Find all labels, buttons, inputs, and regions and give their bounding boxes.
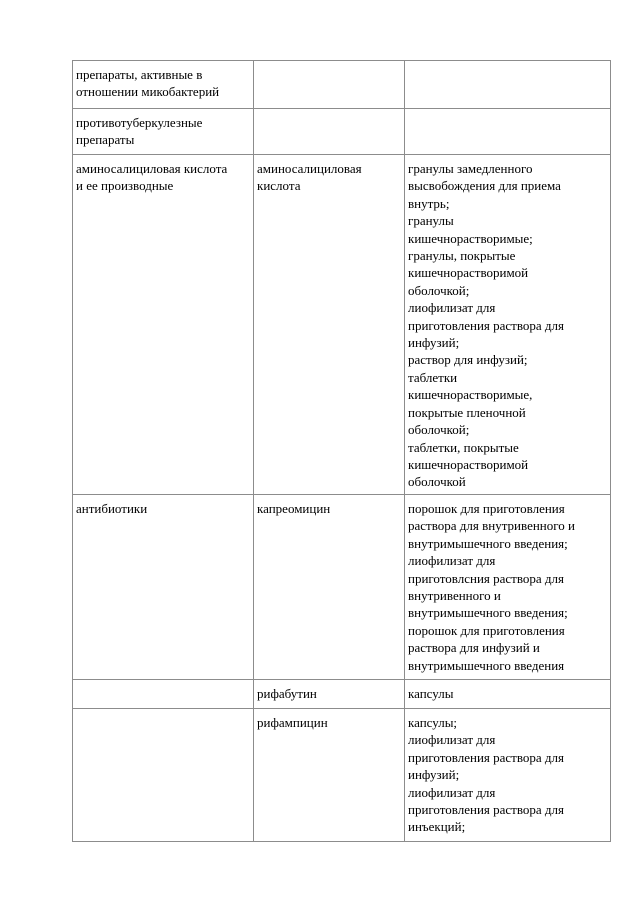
cell-line: кишечнорастворимой	[408, 265, 529, 281]
forms-cell	[405, 155, 611, 495]
cell-line: приготовления раствора для	[408, 802, 564, 818]
cell-line: противотуберкулезные	[76, 115, 203, 130]
cell-line: капреомицин	[257, 501, 331, 516]
cell-line: таблетки	[408, 369, 458, 385]
cell-line: приготовлсния раствора для	[408, 570, 564, 586]
cell-line: аминосалициловая	[257, 161, 362, 176]
cell-line: капсулы	[408, 686, 454, 701]
cell-line: рифабутин	[257, 686, 317, 701]
cell-line: раствор для инфузий;	[408, 352, 528, 368]
inn-cell	[254, 680, 405, 709]
cell-line: и ее производные	[76, 178, 174, 194]
cell-line: кислота	[257, 178, 301, 194]
cell-line: внутрь;	[408, 195, 450, 211]
group-cell	[73, 495, 254, 680]
cell-line: покрытые пленочной	[408, 404, 526, 420]
cell-line: антибиотики	[76, 501, 148, 516]
cell-line: внутримышечного введения;	[408, 605, 568, 621]
group-cell	[73, 155, 254, 495]
cell-line: препараты, активные в	[76, 67, 203, 82]
inn-cell	[254, 109, 405, 155]
cell-line: приготовления раствора для	[408, 749, 564, 765]
cell-line: внутримышечного введения	[408, 657, 565, 673]
cell-line: гранулы замедленного	[408, 161, 533, 176]
cell-line: инъекций;	[408, 819, 466, 835]
group-cell	[73, 109, 254, 155]
group-cell	[73, 680, 254, 709]
cell-line: внутривенного и	[408, 588, 501, 604]
cell-line: порошок для приготовления	[408, 622, 565, 638]
cell-line: препараты	[76, 132, 135, 148]
cell-line: раствора для внутривенного и	[408, 518, 575, 534]
cell-line: отношении микобактерий	[76, 84, 220, 100]
cell-line: гранулы	[408, 213, 454, 229]
cell-line: оболочкой;	[408, 422, 470, 438]
table-row	[73, 709, 611, 842]
forms-cell	[405, 709, 611, 842]
cell-line: лиофилизат для	[408, 784, 496, 800]
cell-line: кишечнорастворимой	[408, 456, 529, 472]
cell-line: инфузий;	[408, 335, 460, 351]
cell-line: рифампицин	[257, 715, 328, 730]
cell-line: лиофилизат для	[408, 300, 496, 316]
cell-line: аминосалициловая кислота	[76, 161, 228, 176]
inn-cell	[254, 155, 405, 495]
forms-cell	[405, 109, 611, 155]
cell-line: гранулы, покрытые	[408, 248, 516, 264]
table-row	[73, 61, 611, 109]
inn-cell	[254, 61, 405, 109]
forms-cell	[405, 680, 611, 709]
cell-line: внутримышечного введения;	[408, 535, 568, 551]
table-row	[73, 155, 611, 495]
drug-table	[72, 60, 611, 842]
forms-cell	[405, 495, 611, 680]
cell-line: инфузий;	[408, 767, 460, 783]
forms-cell	[405, 61, 611, 109]
table-row	[73, 109, 611, 155]
cell-line: таблетки, покрытые	[408, 439, 519, 455]
table-row	[73, 495, 611, 680]
cell-line: кишечнорастворимые;	[408, 230, 533, 246]
cell-line: кишечнорастворимые,	[408, 387, 533, 403]
cell-line: высвобождения для приема	[408, 178, 561, 194]
inn-cell	[254, 495, 405, 680]
cell-line: капсулы;	[408, 715, 458, 730]
cell-line: приготовления раствора для	[408, 317, 564, 333]
cell-line: лиофилизат для	[408, 732, 496, 748]
group-cell	[73, 709, 254, 842]
cell-line: порошок для приготовления	[408, 501, 565, 516]
inn-cell	[254, 709, 405, 842]
table-row	[73, 680, 611, 709]
cell-line: оболочкой	[408, 474, 466, 490]
group-cell	[73, 61, 254, 109]
cell-line: лиофилизат для	[408, 553, 496, 569]
cell-line: оболочкой;	[408, 282, 470, 298]
cell-line: раствора для инфузий и	[408, 640, 540, 656]
